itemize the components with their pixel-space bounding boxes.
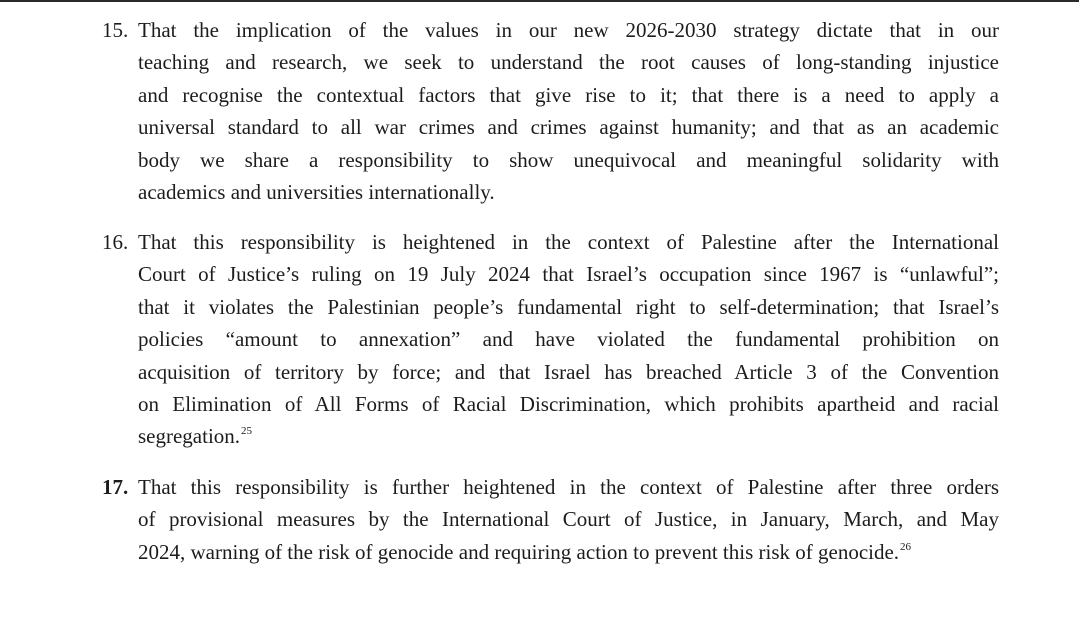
footnote-marker-25[interactable]: 25 bbox=[241, 425, 253, 438]
paragraph-line: teaching and research, we seek to understand the root causes of long-standing injustice bbox=[138, 50, 999, 75]
paragraph-17 bbox=[102, 471, 999, 568]
paragraph-line: and recognise the contextual factors that give rise to it; that there is a need to apply a bbox=[138, 82, 999, 107]
paragraph-line: That this responsibility is further heightened in the context of Palestine after three orders bbox=[138, 475, 999, 499]
paragraph-16 bbox=[102, 226, 999, 453]
paragraph-line-text: 2024, warning of the risk of genocide and requiring action to prevent this risk of genocide. bbox=[138, 539, 900, 564]
paragraph-line: of provisional measures by the International Court of Justice, in January, March, and May bbox=[138, 507, 999, 532]
paragraph-line-last bbox=[138, 420, 999, 452]
paragraph-line: That the implication of the values in our new 2026-2030 strategy dictate that in our bbox=[138, 18, 999, 42]
paragraph-line: Court of Justice’s ruling on 19 July 2024 that Israel’s occupation since 1967 is “unlawful”; bbox=[138, 262, 999, 287]
paragraph-line: body we share a responsibility to show unequivocal and meaningful solidarity with bbox=[138, 147, 999, 172]
paragraph-number: 17. bbox=[102, 475, 129, 499]
paragraph-line: academics and universities internationally. bbox=[138, 180, 495, 205]
paragraph-line: on Elimination of All Forms of Racial Discrimination, which prohibits apartheid and racial bbox=[138, 392, 999, 417]
page-top-border bbox=[0, 0, 1079, 2]
paragraph-line: acquisition of territory by force; and that Israel has breached Article 3 of the Convention bbox=[138, 359, 999, 384]
paragraph-line: universal standard to all war crimes and crimes against humanity; and that as an academic bbox=[138, 115, 999, 140]
paragraph-line-text: segregation. bbox=[138, 424, 241, 449]
paragraph-15 bbox=[102, 14, 999, 208]
paragraph-line-last bbox=[138, 536, 999, 568]
paragraph-line: policies “amount to annexation” and have violated the fundamental prohibition on bbox=[138, 327, 999, 352]
paragraph-line: that it violates the Palestinian people’s fundamental right to self-determination; that Israel’s bbox=[138, 294, 999, 319]
paragraph-number: 15. bbox=[102, 18, 129, 42]
footnote-marker-26[interactable]: 26 bbox=[900, 540, 912, 553]
paragraph-number: 16. bbox=[102, 230, 129, 254]
paragraph-line: That this responsibility is heightened in the context of Palestine after the International bbox=[138, 230, 999, 254]
